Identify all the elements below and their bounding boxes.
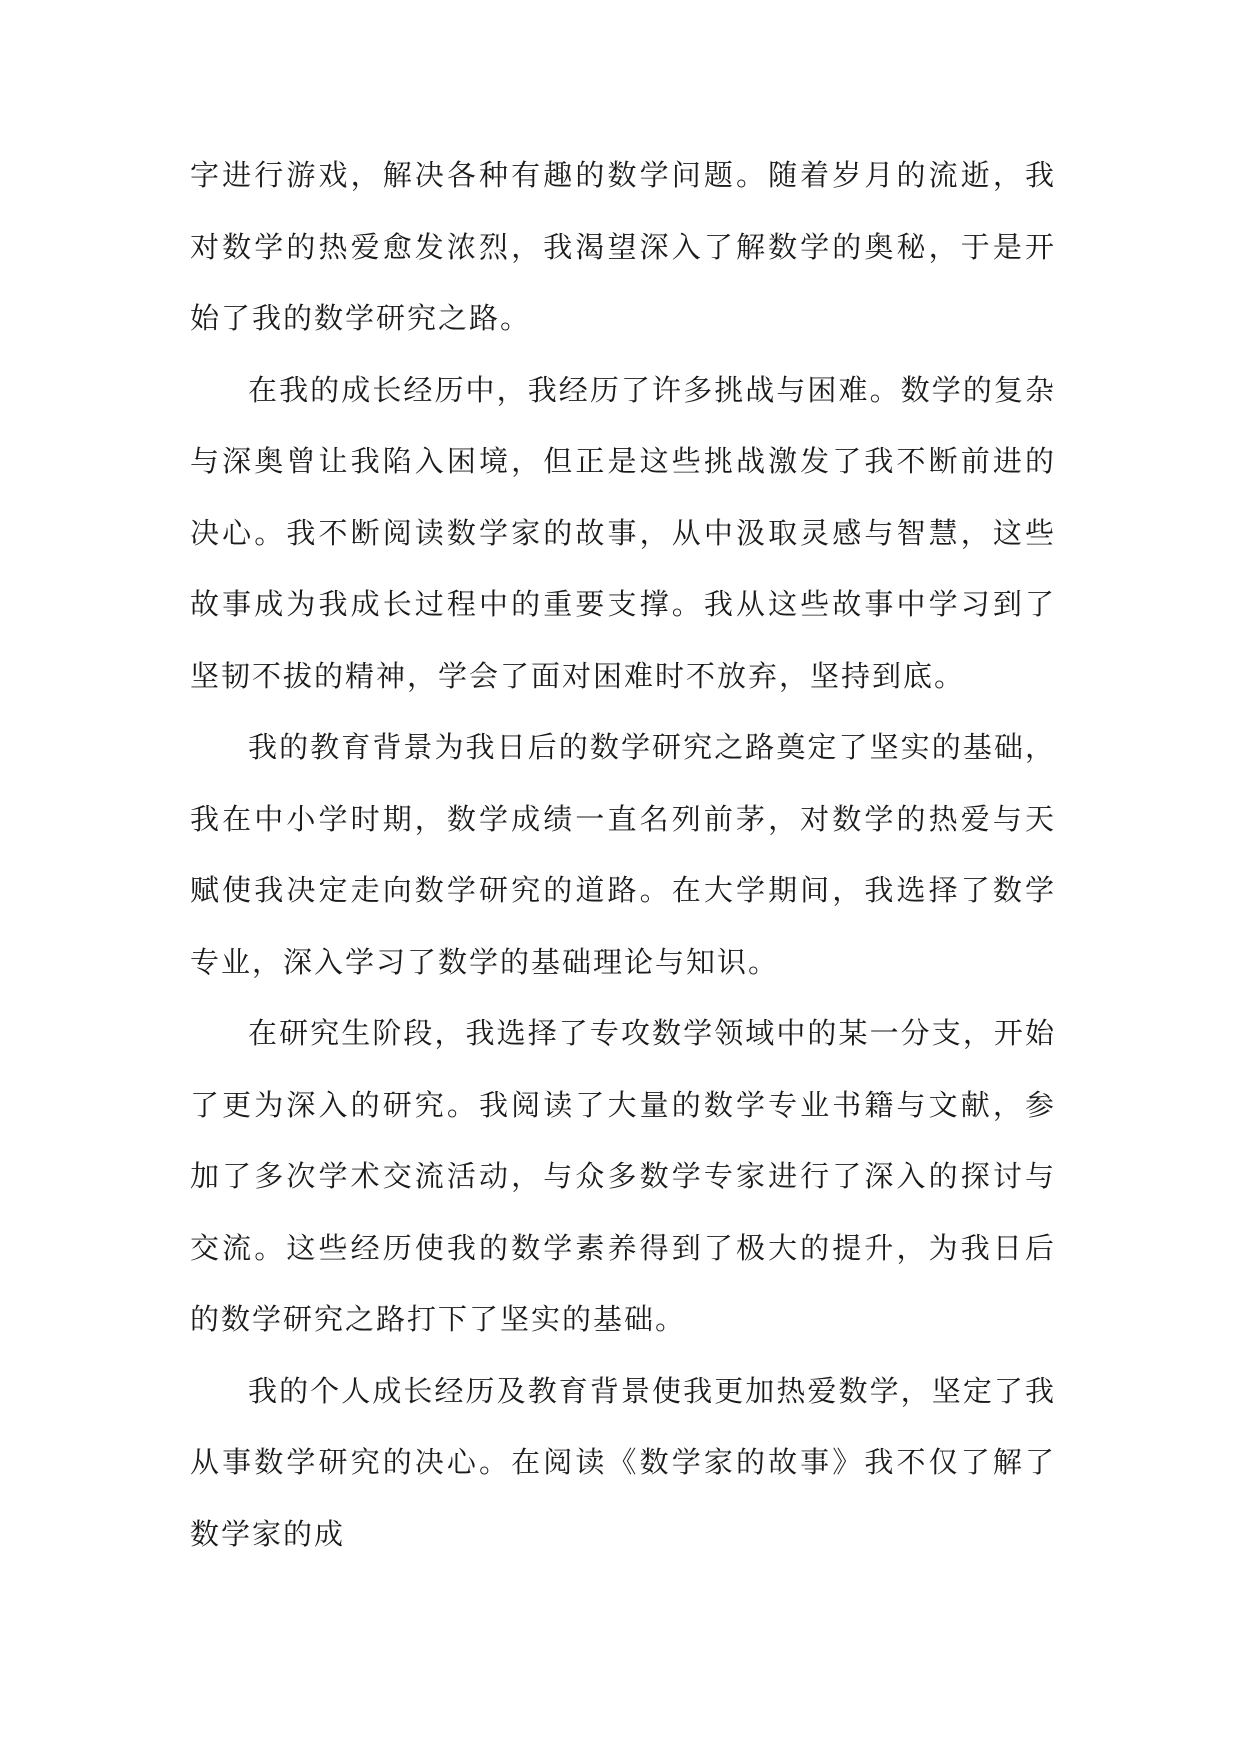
body-text (190, 140, 1056, 1570)
paragraph-2: 在我的成长经历中，我经历了许多挑战与困难。数学的复杂与深奥曾让我陷入困境，但正是这些挑战激发了我不断前进的决心。我不断阅读数学家的故事，从中汲取灵感与智慧，这些故事成为我成长过程中的重要支撑。我从这些故事中学习到了坚韧不拔的精神，学会了面对困难时不放弃，坚持到底。 (190, 372, 1056, 693)
paragraph-4: 在研究生阶段，我选择了专攻数学领域中的某一分支，开始了更为深入的研究。我阅读了大量的数学专业书籍与文献，参加了多次学术交流活动，与众多数学专家进行了深入的探讨与交流。这些经历使我的数学素养得到了极大的提升，为我日后的数学研究之路打下了坚实的基础。 (190, 1016, 1056, 1336)
paragraph-3: 我的教育背景为我日后的数学研究之路奠定了坚实的基础，我在中小学时期，数学成绩一直名列前茅，对数学的热爱与天赋使我决定走向数学研究的道路。在大学期间，我选择了数学专业，深入学习了数学的基础理论与知识。 (190, 730, 1056, 979)
paragraph-1: 字进行游戏，解决各种有趣的数学问题。随着岁月的流逝，我对数学的热爱愈发浓烈，我渴望深入了解数学的奥秘，于是开始了我的数学研究之路。 (190, 158, 1056, 335)
paragraph-5: 我的个人成长经历及教育背景使我更加热爱数学，坚定了我从事数学研究的决心。在阅读《数学家的故事》我不仅了解了数学家的成 (190, 1373, 1056, 1551)
